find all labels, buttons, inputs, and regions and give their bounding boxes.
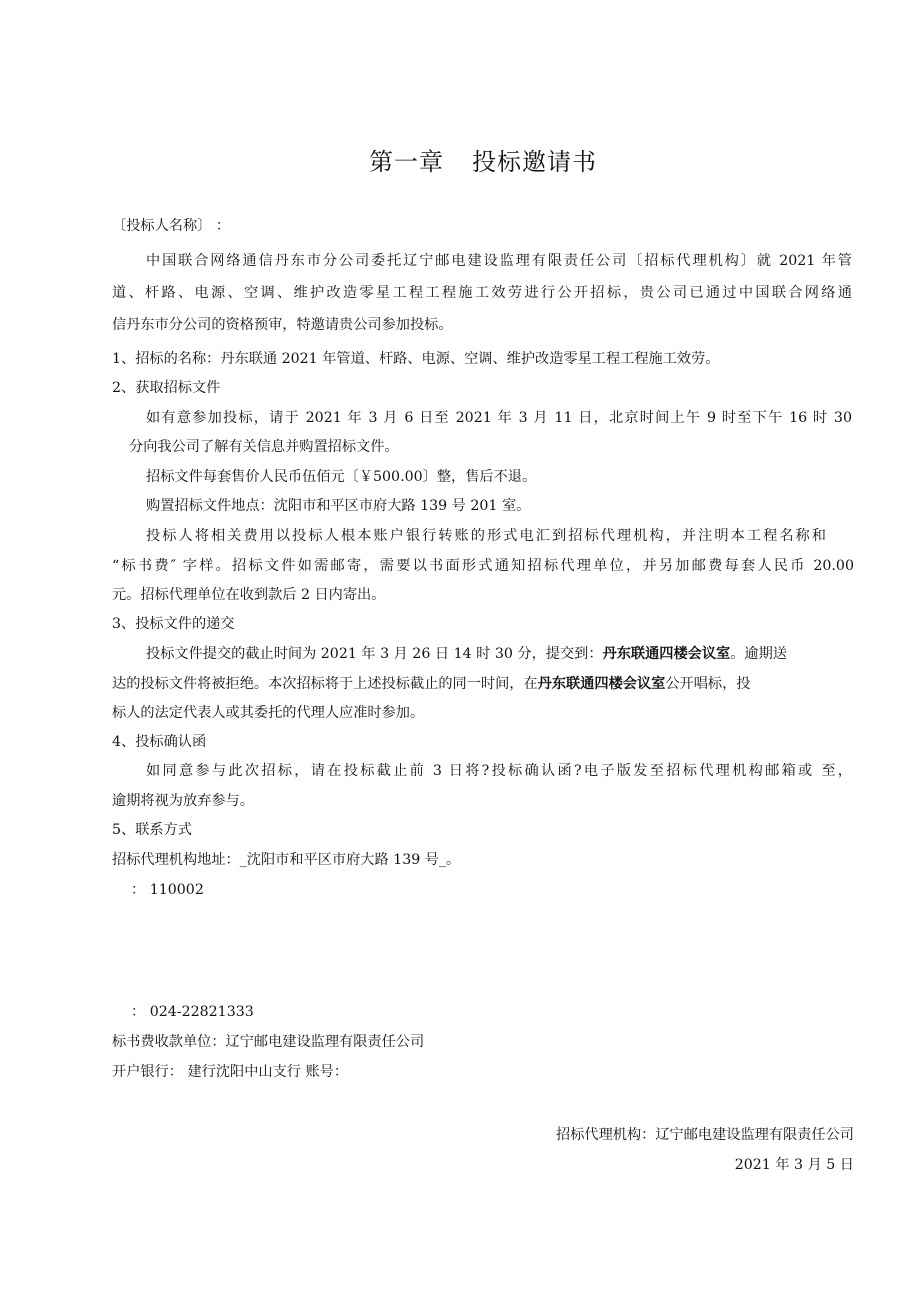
section-2-para-1-line-2: 分向我公司了解有关信息并购置招标文件。 (129, 439, 399, 455)
bank-info: 开户银行： 建行沈阳中山支行 账号： (112, 1064, 349, 1080)
section-3-heading: 3、投标文件的递交 (112, 616, 235, 632)
intro-line-2: 道、杆路、电源、空调、维护改造零星工程工程施工效劳进行公开招标，贵公司已通过中国联合网络通 (112, 285, 852, 301)
section-3-line-3: 标人的法定代表人或其委托的代理人应准时参加。 (112, 705, 425, 721)
section-2-heading: 2、获取招标文件 (112, 380, 221, 396)
section-3-deadline-text: 投标文件提交的截止时间为 2021 年 3 月 26 日 14 时 30 分，提交到： (146, 646, 603, 662)
section-3-line-2-tail: 公开唱标，投 (665, 676, 751, 692)
section-2-para-4-line-3: 元。招标代理单位在收到款后 2 日内寄出。 (112, 587, 386, 603)
signature-agency: 招标代理机构：辽宁邮电建设监理有限责任公司 (556, 1127, 854, 1143)
section-2-para-4-line-2: “标书费″ 字样。招标文件如需邮寄，需要以书面形式通知招标代理单位，并另加邮费每套人民币 20.00 (112, 558, 854, 574)
chapter-label: 第一章 (369, 148, 444, 176)
section-5-heading: 5、联系方式 (112, 822, 192, 838)
section-3-line-2-text: 达的投标文件将被拒绝。本次招标将于上述投标截止的同一时间，在 (112, 676, 538, 692)
fee-payee: 标书费收款单位：辽宁邮电建设监理有限责任公司 (112, 1034, 425, 1050)
page-title (0, 142, 920, 177)
section-3-line-2 (112, 674, 750, 694)
section-2-price: 招标文件每套售价人民币伍佰元〔￥500.00〕整，售后不退。 (146, 469, 537, 485)
section-4-line-2: 逾期将视为放弃参与。 (112, 793, 254, 809)
section-3-venue-2: 丹东联通四楼会议室 (537, 676, 666, 692)
section-3-venue-1: 丹东联通四楼会议室 (602, 646, 731, 662)
phone-number: ： 024-22821333 (131, 1004, 254, 1020)
section-3-line-1-tail: 。逾期送 (730, 646, 787, 662)
intro-line-3: 信丹东市分公司的资格预审，特邀请贵公司参加投标。 (112, 317, 453, 333)
signature-date: 2021 年 3 月 5 日 (734, 1157, 854, 1173)
agency-address: 招标代理机构地址：_沈阳市和平区市府大路 139 号_。 (112, 852, 461, 868)
section-1-name: 1、招标的名称：丹东联通 2021 年管道、杆路、电源、空调、维护改造零星工程工程施工效劳。 (112, 351, 720, 367)
chapter-title: 投标邀请书 (472, 148, 597, 176)
section-2-location: 购置招标文件地点：沈阳市和平区市府大路 139 号 201 室。 (146, 498, 531, 514)
intro-line-1: 中国联合网络通信丹东市分公司委托辽宁邮电建设监理有限责任公司〔招标代理机构〕就 2021 年管 (146, 253, 852, 269)
section-2-para-1-line-1: 如有意参加投标，请于 2021 年 3 月 6 日至 2021 年 3 月 11 日，北京时间上午 9 时至下午 16 时 30 (146, 410, 852, 426)
addressee: 〔投标人名称〕 ： (112, 218, 231, 234)
section-4-line-1: 如同意参与此次招标，请在投标截止前 3 日将?投标确认函?电子版发至招标代理机构邮箱或 至， (146, 763, 852, 779)
section-2-para-4-line-1: 投标人将相关费用以投标人根本账户银行转账的形式电汇到招标代理机构，并注明本工程名称和 (146, 528, 826, 544)
section-4-heading: 4、投标确认函 (112, 734, 207, 750)
section-3-line-1 (146, 644, 787, 664)
postcode: ： 110002 (131, 882, 204, 898)
